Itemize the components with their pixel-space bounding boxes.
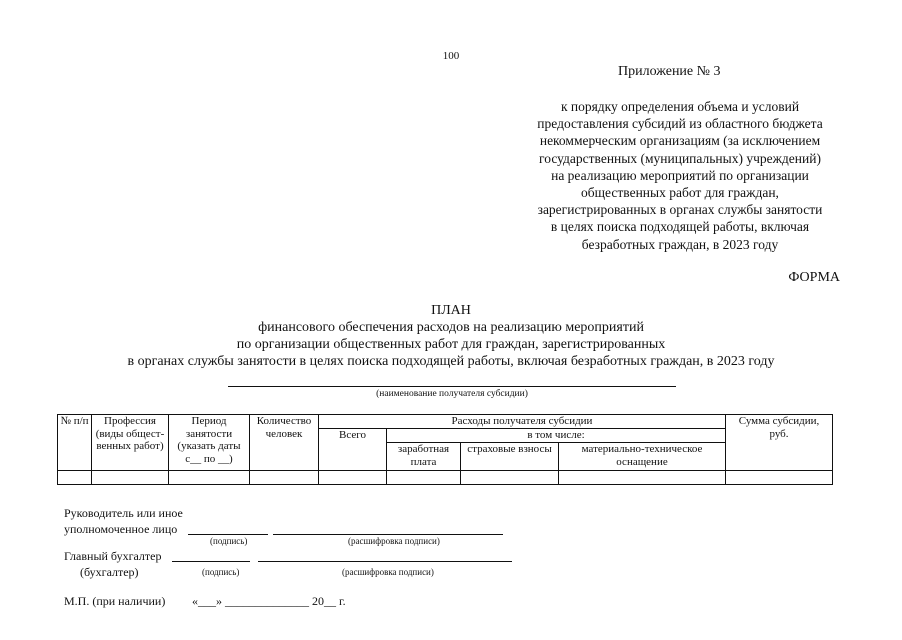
financing-table bbox=[57, 414, 833, 485]
form-label: ФОРМА bbox=[788, 270, 840, 285]
header-total: Всего bbox=[319, 429, 387, 471]
table-cell[interactable] bbox=[250, 471, 319, 485]
appendix-line: в целях поиска подходящей работы, включая bbox=[550, 219, 810, 235]
plan-title: ПЛАН bbox=[431, 303, 471, 318]
appendix-text bbox=[500, 98, 860, 253]
accountant-label-line1: Главный бухгалтер bbox=[64, 549, 162, 563]
page-number: 100 bbox=[442, 50, 460, 62]
date-field[interactable]: «___» ______________ 20__ г. bbox=[192, 594, 346, 608]
head-label-line1: Руководитель или иное bbox=[64, 506, 183, 520]
appendix-line: государственных (муниципальных) учреждений) bbox=[539, 150, 821, 166]
header-sum: Сумма субсидии, руб. bbox=[726, 415, 833, 471]
seal-label: М.П. (при наличии) bbox=[64, 594, 166, 608]
appendix-title: Приложение № 3 bbox=[618, 64, 721, 79]
table-cell[interactable] bbox=[559, 471, 726, 485]
head-signature-field[interactable] bbox=[188, 534, 268, 535]
header-count: Количество человек bbox=[250, 415, 319, 471]
header-expenses: Расходы получателя субсидии bbox=[319, 415, 726, 429]
recipient-caption: (наименование получателя субсидии) bbox=[376, 389, 528, 399]
accountant-decoding-field[interactable] bbox=[258, 561, 512, 562]
table-cell[interactable] bbox=[726, 471, 833, 485]
header-profession: Профессия (виды общественных работ) bbox=[92, 415, 169, 471]
header-salary: заработная плата bbox=[387, 443, 461, 471]
plan-subtitle-line: финансового обеспечения расходов на реализацию мероприятий bbox=[258, 320, 644, 335]
recipient-name-field[interactable] bbox=[228, 386, 676, 387]
table-cell[interactable] bbox=[387, 471, 461, 485]
header-period: Период занятости (указать даты с__ по __) bbox=[169, 415, 250, 471]
head-decoding-caption: (расшифровка подписи) bbox=[348, 536, 440, 546]
head-decoding-field[interactable] bbox=[273, 534, 503, 535]
header-insurance: страховые взносы bbox=[461, 443, 559, 471]
head-signature-caption: (подпись) bbox=[210, 536, 248, 546]
appendix-line: зарегистрированных в органах службы занятости bbox=[537, 202, 823, 218]
header-including: в том числе: bbox=[387, 429, 726, 443]
table-cell[interactable] bbox=[169, 471, 250, 485]
table-cell[interactable] bbox=[58, 471, 92, 485]
header-equipment: материально-техническое оснащение bbox=[559, 443, 726, 471]
table-cell[interactable] bbox=[319, 471, 387, 485]
plan-subtitle-line: в органах службы занятости в целях поиска подходящей работы, включая безработных граждан, в 2023 году bbox=[127, 354, 775, 369]
appendix-line: безработных граждан, в 2023 году bbox=[581, 236, 779, 252]
head-label-line2: уполномоченное лицо bbox=[64, 522, 178, 536]
appendix-line: некоммерческим организациям (за исключением bbox=[539, 133, 821, 149]
accountant-signature-field[interactable] bbox=[172, 561, 250, 562]
plan-heading bbox=[0, 302, 902, 370]
appendix-line: на реализацию мероприятий по организации bbox=[551, 167, 809, 183]
table-cell[interactable] bbox=[92, 471, 169, 485]
table-cell[interactable] bbox=[461, 471, 559, 485]
appendix-line: к порядку определения объема и условий bbox=[560, 99, 800, 114]
accountant-signature-caption: (подпись) bbox=[202, 567, 240, 577]
appendix-line: предоставления субсидий из областного бюджета bbox=[537, 116, 823, 132]
appendix-line: общественных работ для граждан, bbox=[581, 185, 779, 201]
plan-subtitle-line: по организации общественных работ для граждан, зарегистрированных bbox=[236, 337, 666, 352]
table-row bbox=[58, 471, 833, 485]
header-num: № п/п bbox=[58, 415, 92, 471]
accountant-label-line2: (бухгалтер) bbox=[80, 565, 139, 579]
accountant-decoding-caption: (расшифровка подписи) bbox=[342, 567, 434, 577]
